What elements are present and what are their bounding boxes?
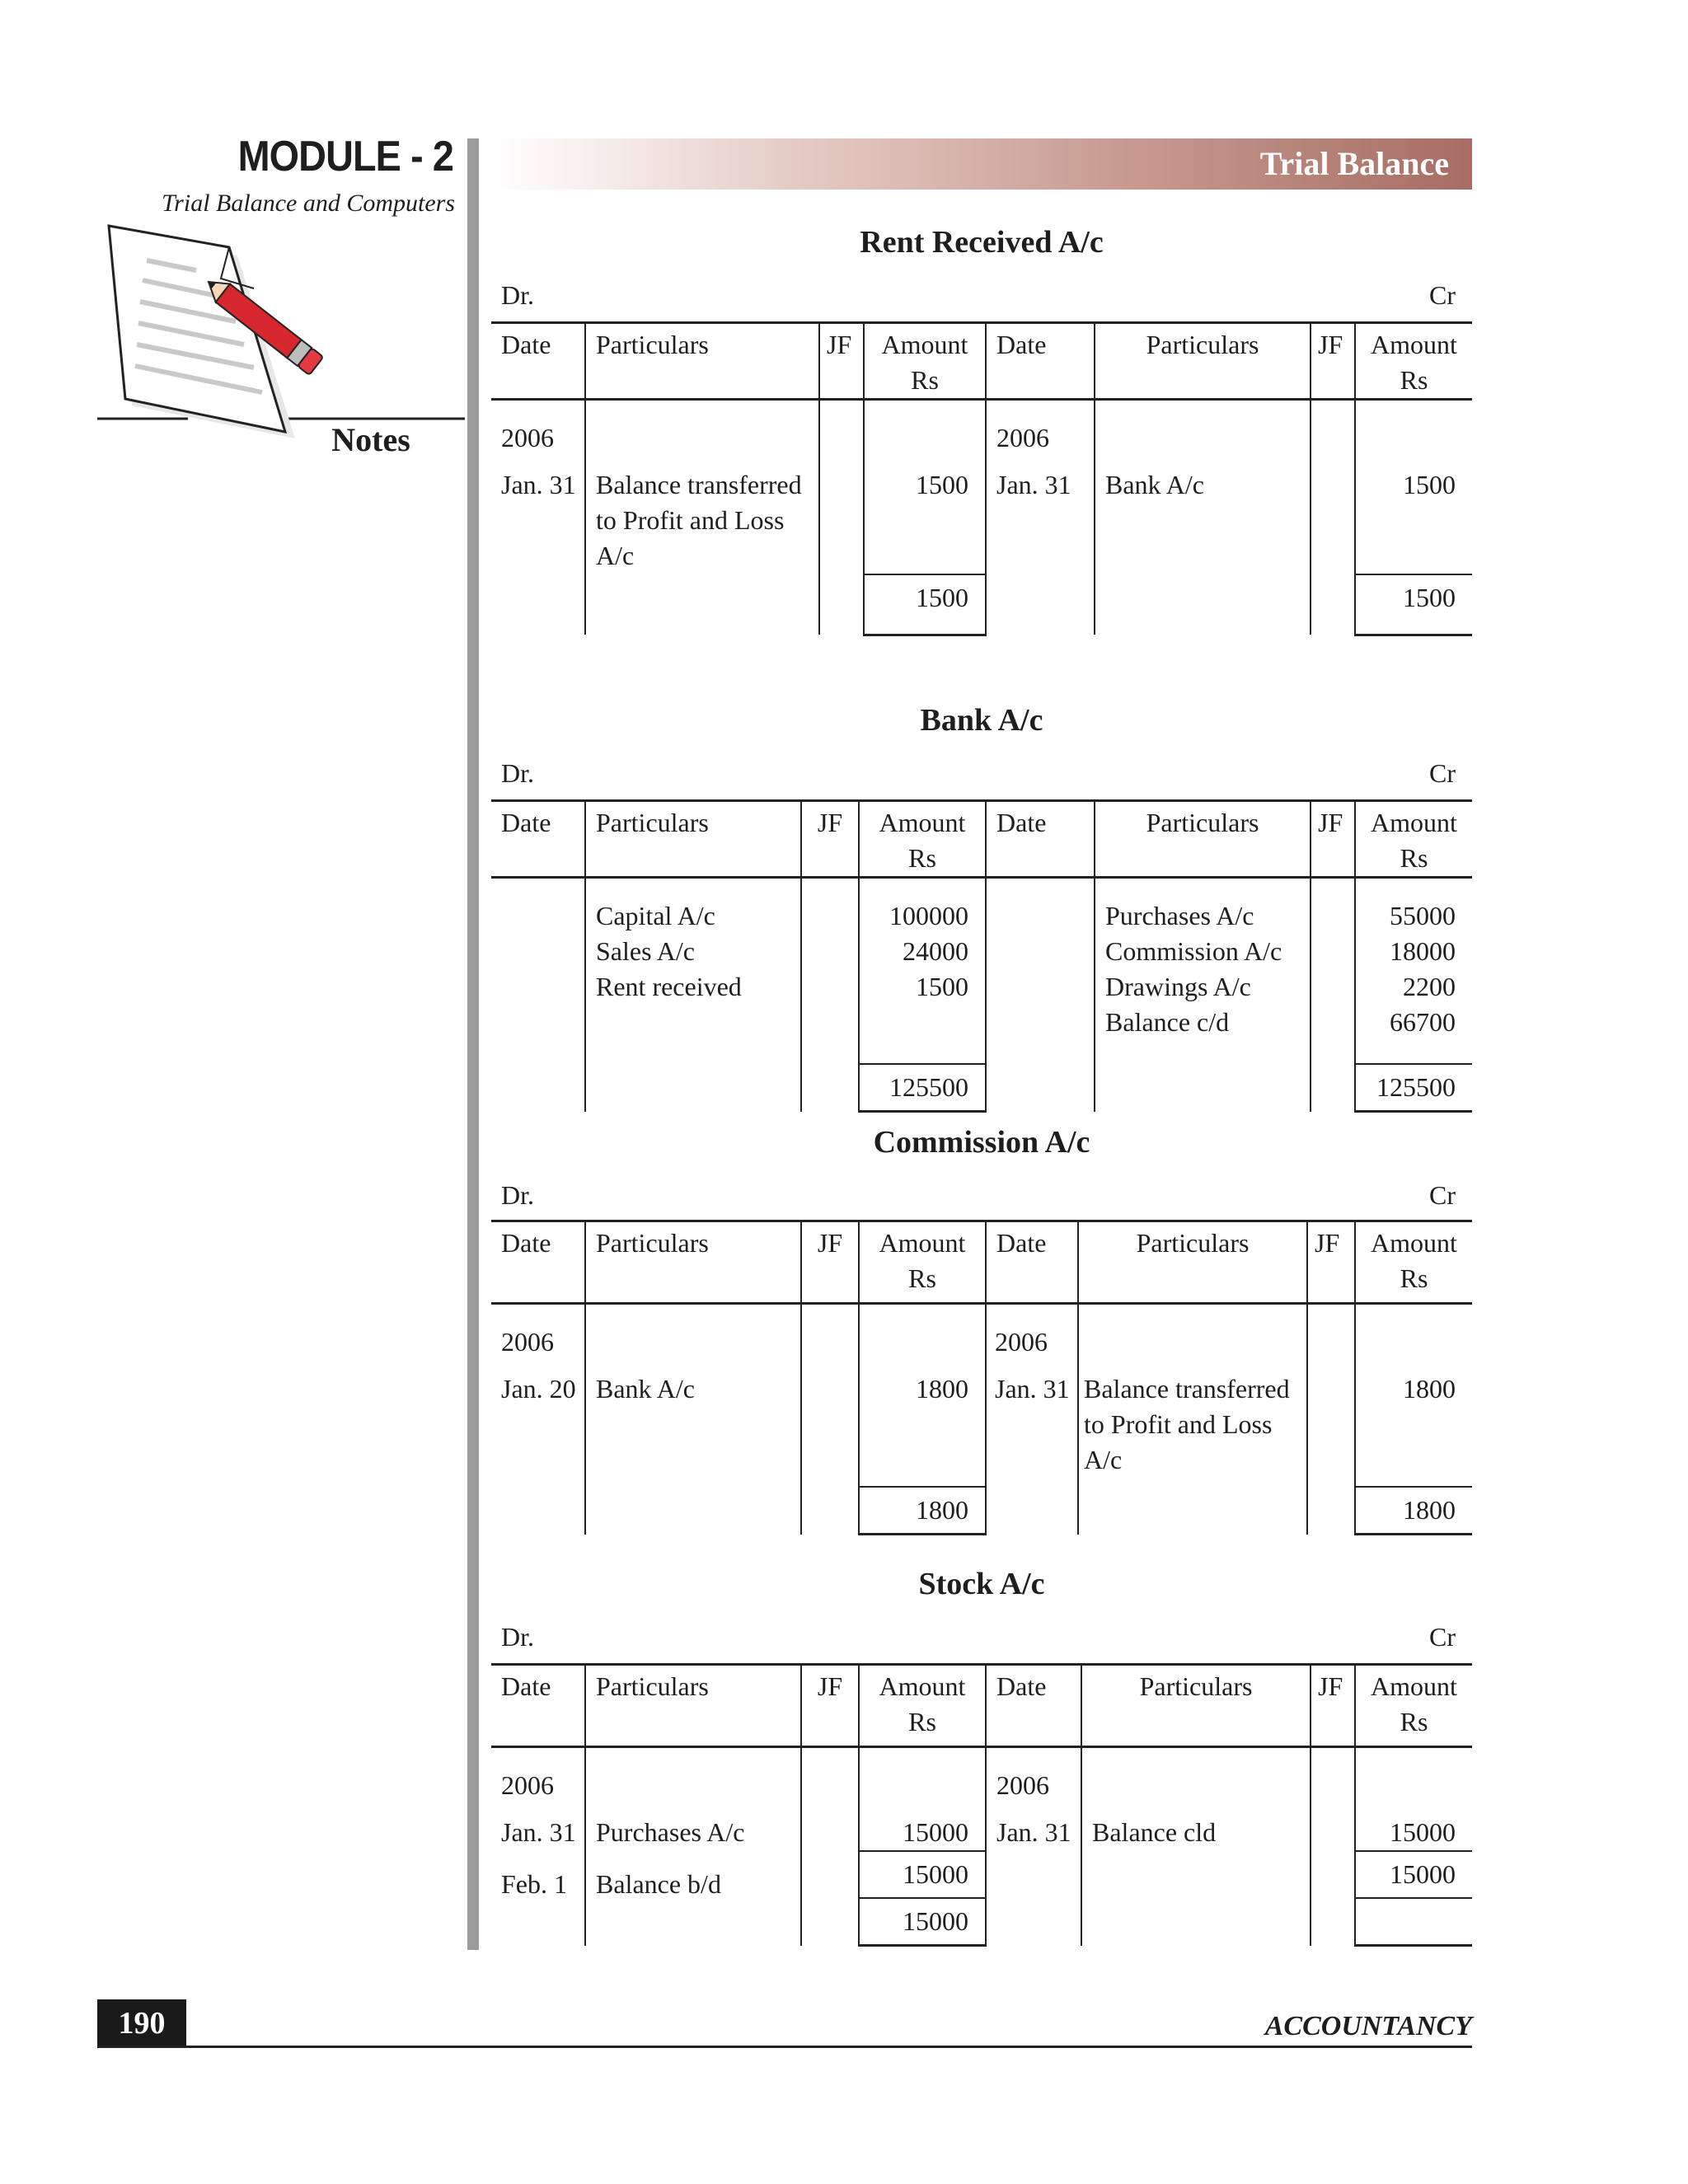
footer-rule: [97, 2046, 1472, 2048]
dr-amount-cell: 15000: [859, 1747, 986, 1852]
cr-particulars-cell: Purchases A/c Commission A/c Drawings A/c Balance c/d: [1095, 878, 1311, 1112]
col-particulars: Particulars: [585, 1221, 801, 1304]
dr-label: Dr.: [501, 280, 534, 310]
cr-total: 1500: [1355, 574, 1472, 635]
dr-amount-cell: 1500: [864, 400, 986, 575]
col-date: Date: [986, 1665, 1081, 1747]
dr-label: Dr.: [501, 1622, 534, 1652]
dr-jf-cell: [801, 1747, 859, 1946]
cr-label: Cr: [1429, 758, 1456, 788]
col-date: Date: [491, 801, 585, 878]
cr-total: 15000: [1355, 1851, 1472, 1898]
cr-balance-amount: [1355, 1898, 1472, 1946]
dr-jf-cell: [819, 400, 864, 635]
col-amount: Amount Rs: [1355, 323, 1472, 400]
cr-date-cell: 2006 Jan. 31: [986, 1304, 1078, 1535]
cr-date-cell: 2006 Jan. 31: [986, 400, 1095, 635]
col-amount: Amount Rs: [864, 323, 986, 400]
col-particulars: Particulars: [585, 323, 819, 400]
col-date: Date: [986, 1221, 1078, 1304]
dr-amount-cell: 1800: [859, 1304, 986, 1488]
col-amount: Amount Rs: [1355, 801, 1472, 878]
cr-date-cell: [986, 878, 1095, 1112]
dr-particulars-cell: Purchases A/c Balance b/d: [585, 1747, 801, 1946]
col-amount: Amount Rs: [859, 1221, 986, 1304]
ledger-table: [491, 1220, 1472, 1535]
dr-label: Dr.: [501, 758, 534, 788]
ledger-entry-row: [491, 400, 1472, 575]
module-subtitle: Trial Balance and Computers: [162, 190, 455, 217]
dr-cr-row: [501, 1622, 1464, 1652]
dr-label: Dr.: [501, 1180, 534, 1210]
dr-total: 125500: [859, 1064, 986, 1112]
dr-total: 1800: [859, 1487, 986, 1535]
col-jf: JF: [1311, 1665, 1355, 1747]
col-amount: Amount Rs: [859, 1665, 986, 1747]
ledger-entry-row: [491, 878, 1472, 1065]
cr-label: Cr: [1429, 1622, 1456, 1652]
col-particulars: Particulars: [1095, 801, 1311, 878]
dr-particulars-cell: Balance transferred to Profit and Loss A/c: [585, 400, 819, 635]
col-jf: JF: [1311, 323, 1355, 400]
dr-date-cell: [491, 878, 585, 1112]
col-date: Date: [491, 1665, 585, 1747]
dr-balance-amount: 15000: [859, 1898, 986, 1946]
cr-total: 1800: [1355, 1487, 1472, 1535]
ledger-header-row: [491, 1221, 1472, 1304]
dr-cr-row: [501, 758, 1464, 789]
account-title: Stock A/c: [918, 1567, 1045, 1601]
col-particulars: Particulars: [1078, 1221, 1307, 1304]
dr-date-cell: 2006 Jan. 20: [491, 1304, 585, 1535]
cr-jf-cell: [1307, 1304, 1355, 1535]
module-title: MODULE - 2: [237, 133, 453, 180]
col-jf: JF: [801, 1221, 859, 1304]
account-title: Commission A/c: [873, 1125, 1090, 1160]
col-particulars: Particulars: [585, 1665, 801, 1747]
ledger-entry-row: [491, 1747, 1472, 1852]
cr-total: 125500: [1355, 1064, 1472, 1112]
account-title: Rent Received A/c: [860, 225, 1104, 260]
ledger-table: [491, 799, 1472, 1113]
dr-particulars-cell: Capital A/c Sales A/c Rent received: [585, 878, 801, 1112]
col-amount: Amount Rs: [1355, 1665, 1472, 1747]
dr-particulars-cell: Bank A/c: [585, 1304, 801, 1535]
dr-cr-row: [501, 1180, 1464, 1211]
col-date: Date: [986, 801, 1095, 878]
col-jf: JF: [1307, 1221, 1355, 1304]
cr-jf-cell: [1311, 400, 1355, 635]
dr-jf-cell: [801, 1304, 859, 1535]
cr-jf-cell: [1311, 1747, 1355, 1946]
page-number: 190: [97, 1999, 186, 2047]
notes-label: Notes: [331, 421, 410, 458]
section-title: Trial Balance: [1259, 145, 1449, 182]
ledger-header-row: [491, 1665, 1472, 1747]
cr-label: Cr: [1429, 1180, 1456, 1210]
col-jf: JF: [819, 323, 864, 400]
dr-jf-cell: [801, 878, 859, 1112]
col-particulars: Particulars: [585, 801, 801, 878]
subject-label: ACCOUNTANCY: [1264, 2011, 1472, 2041]
col-jf: JF: [801, 801, 859, 878]
cr-amount-cell: 1500: [1355, 400, 1472, 575]
cr-particulars-cell: Balance cld: [1081, 1747, 1311, 1946]
cr-particulars-cell: Balance transferred to Profit and Loss A/c: [1078, 1304, 1307, 1535]
col-date: Date: [491, 323, 585, 400]
cr-amount-cell: 1800: [1355, 1304, 1472, 1488]
col-date: Date: [491, 1221, 585, 1304]
dr-date-cell: 2006 Jan. 31: [491, 400, 585, 635]
dr-total: 1500: [864, 574, 986, 635]
cr-particulars-cell: Bank A/c: [1095, 400, 1311, 635]
cr-label: Cr: [1429, 280, 1456, 310]
cr-amount-cell: 15000: [1355, 1747, 1472, 1852]
col-particulars: Particulars: [1081, 1665, 1311, 1747]
cr-jf-cell: [1311, 878, 1355, 1112]
ledger-table: [491, 321, 1472, 636]
col-amount: Amount Rs: [859, 801, 986, 878]
col-particulars: Particulars: [1095, 323, 1311, 400]
dr-amount-cell: 100000 24000 1500: [859, 878, 986, 1065]
section-header: [491, 138, 1472, 190]
col-jf: JF: [801, 1665, 859, 1747]
cr-amount-cell: 55000 18000 2200 66700: [1355, 878, 1472, 1065]
ledger-entry-row: [491, 1304, 1472, 1488]
dr-cr-row: [501, 280, 1464, 311]
dr-total: 15000: [859, 1851, 986, 1898]
col-jf: JF: [1311, 801, 1355, 878]
col-date: Date: [986, 323, 1095, 400]
cr-date-cell: 2006 Jan. 31: [986, 1747, 1081, 1946]
ledger-header-row: [491, 801, 1472, 878]
ledger-table: [491, 1663, 1472, 1947]
dr-date-cell: 2006 Jan. 31 Feb. 1: [491, 1747, 585, 1946]
col-amount: Amount Rs: [1355, 1221, 1472, 1304]
margin-bar: [467, 138, 479, 1950]
ledger-header-row: [491, 323, 1472, 400]
account-title: Bank A/c: [920, 703, 1043, 738]
